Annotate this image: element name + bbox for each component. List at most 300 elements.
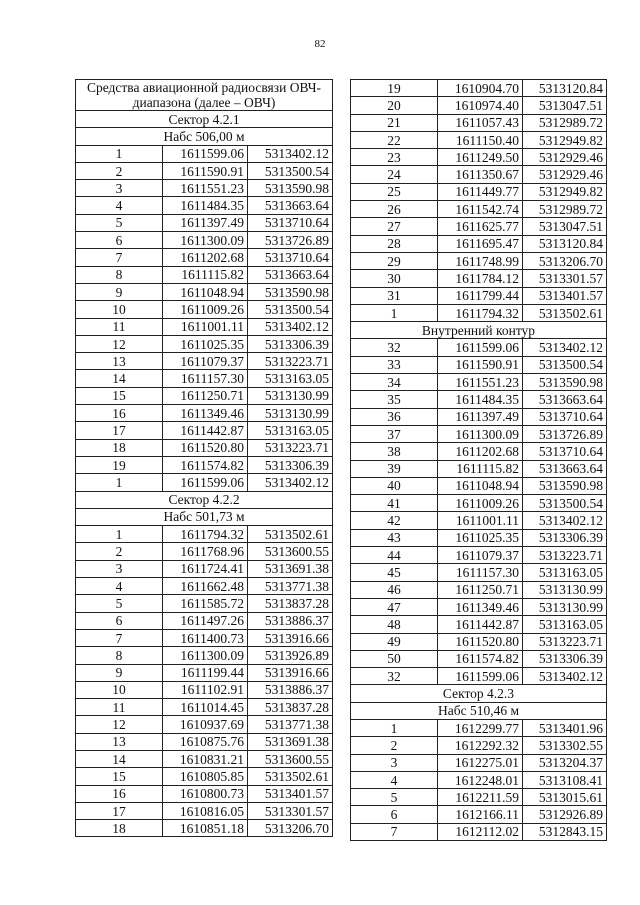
point-number-cell: 18 (76, 439, 163, 456)
table-row (76, 578, 333, 595)
x-coordinate-cell: 1611001.11 (163, 318, 248, 335)
point-number-cell: 11 (76, 699, 163, 716)
point-number-cell: 6 (76, 232, 163, 249)
table-row (76, 370, 333, 387)
section-header-row (76, 491, 333, 508)
x-coordinate-cell: 1611442.87 (438, 616, 523, 633)
point-number-cell: 32 (351, 668, 438, 685)
y-coordinate-cell: 5313306.39 (248, 456, 333, 473)
x-coordinate-cell: 1611574.82 (438, 650, 523, 667)
x-coordinate-cell: 1611449.77 (438, 183, 523, 200)
point-number-cell: 16 (76, 785, 163, 802)
section-header: Сектор 4.2.1 (76, 111, 333, 128)
table-row (76, 405, 333, 422)
point-number-cell: 50 (351, 650, 438, 667)
point-number-cell: 16 (76, 405, 163, 422)
x-coordinate-cell: 1611599.06 (438, 668, 523, 685)
x-coordinate-cell: 1611157.30 (438, 564, 523, 581)
table-row (351, 650, 607, 667)
y-coordinate-cell: 5313402.12 (523, 512, 607, 529)
x-coordinate-cell: 1611574.82 (163, 456, 248, 473)
table-row (351, 114, 607, 131)
x-coordinate-cell: 1611009.26 (163, 301, 248, 318)
y-coordinate-cell: 5313120.84 (523, 80, 607, 97)
point-number-cell: 10 (76, 301, 163, 318)
x-coordinate-cell: 1611397.49 (163, 214, 248, 231)
table-row (76, 526, 333, 543)
x-coordinate-cell: 1611349.46 (163, 405, 248, 422)
table-row (351, 149, 607, 166)
table-row (76, 422, 333, 439)
table-row (351, 287, 607, 304)
table-row (351, 443, 607, 460)
table-row (76, 180, 333, 197)
x-coordinate-cell: 1611300.09 (163, 647, 248, 664)
y-coordinate-cell: 5313502.61 (248, 768, 333, 785)
table-row (351, 131, 607, 148)
table-row (76, 629, 333, 646)
y-coordinate-cell: 5313163.05 (248, 370, 333, 387)
x-coordinate-cell: 1610816.05 (163, 802, 248, 819)
y-coordinate-cell: 5313402.12 (523, 339, 607, 356)
table-row (351, 97, 607, 114)
x-coordinate-cell: 1611748.99 (438, 252, 523, 269)
point-number-cell: 24 (351, 166, 438, 183)
point-number-cell: 48 (351, 616, 438, 633)
x-coordinate-cell: 1611590.91 (438, 356, 523, 373)
point-number-cell: 1 (351, 304, 438, 321)
point-number-cell: 39 (351, 460, 438, 477)
table-row (351, 374, 607, 391)
table-row (351, 235, 607, 252)
y-coordinate-cell: 5313916.66 (248, 629, 333, 646)
point-number-cell: 3 (76, 180, 163, 197)
point-number-cell: 25 (351, 183, 438, 200)
table-row (76, 560, 333, 577)
y-coordinate-cell: 5313600.55 (248, 750, 333, 767)
y-coordinate-cell: 5313926.89 (248, 647, 333, 664)
x-coordinate-cell: 1611001.11 (438, 512, 523, 529)
section-header-row (351, 685, 607, 702)
table-row (76, 335, 333, 352)
section-header: Средства авиационной радиосвязи ОВЧ-диапазона (далее – ОВЧ) (76, 80, 333, 111)
table-row (76, 647, 333, 664)
x-coordinate-cell: 1611599.06 (438, 339, 523, 356)
x-coordinate-cell: 1611349.46 (438, 598, 523, 615)
y-coordinate-cell: 5313108.41 (523, 771, 607, 788)
y-coordinate-cell: 5313500.54 (248, 162, 333, 179)
x-coordinate-cell: 1611400.73 (163, 629, 248, 646)
y-coordinate-cell: 5313306.39 (523, 650, 607, 667)
point-number-cell: 15 (76, 387, 163, 404)
y-coordinate-cell: 5312949.82 (523, 183, 607, 200)
table-row (351, 391, 607, 408)
point-number-cell: 8 (76, 266, 163, 283)
point-number-cell: 35 (351, 391, 438, 408)
y-coordinate-cell: 5313771.38 (248, 716, 333, 733)
y-coordinate-cell: 5313710.64 (523, 408, 607, 425)
table-row (351, 166, 607, 183)
y-coordinate-cell: 5313401.57 (523, 287, 607, 304)
x-coordinate-cell: 1611025.35 (438, 529, 523, 546)
x-coordinate-cell: 1611625.77 (438, 218, 523, 235)
point-number-cell: 42 (351, 512, 438, 529)
point-number-cell: 14 (76, 370, 163, 387)
x-coordinate-cell: 1611484.35 (438, 391, 523, 408)
x-coordinate-cell: 1611048.94 (438, 477, 523, 494)
x-coordinate-cell: 1611350.67 (438, 166, 523, 183)
section-header-row (76, 80, 333, 111)
x-coordinate-cell: 1611551.23 (163, 180, 248, 197)
point-number-cell: 17 (76, 422, 163, 439)
point-number-cell: 27 (351, 218, 438, 235)
y-coordinate-cell: 5313302.55 (523, 737, 607, 754)
table-row (76, 820, 333, 837)
point-number-cell: 2 (351, 737, 438, 754)
table-row (76, 439, 333, 456)
point-number-cell: 7 (76, 629, 163, 646)
x-coordinate-cell: 1611048.94 (163, 283, 248, 300)
table-row (351, 270, 607, 287)
table-row (76, 162, 333, 179)
point-number-cell: 28 (351, 235, 438, 252)
x-coordinate-cell: 1611551.23 (438, 374, 523, 391)
x-coordinate-cell: 1610831.21 (163, 750, 248, 767)
y-coordinate-cell: 5313500.54 (248, 301, 333, 318)
x-coordinate-cell: 1612292.32 (438, 737, 523, 754)
point-number-cell: 12 (76, 716, 163, 733)
section-header: Набс 501,73 м (76, 508, 333, 525)
point-number-cell: 1 (351, 719, 438, 736)
y-coordinate-cell: 5313663.64 (523, 391, 607, 408)
x-coordinate-cell: 1612211.59 (438, 789, 523, 806)
x-coordinate-cell: 1611497.26 (163, 612, 248, 629)
table-row (76, 353, 333, 370)
table-row (351, 737, 607, 754)
point-number-cell: 10 (76, 681, 163, 698)
x-coordinate-cell: 1611202.68 (163, 249, 248, 266)
table-row (351, 460, 607, 477)
page-number: 82 (314, 38, 326, 50)
point-number-cell: 3 (351, 754, 438, 771)
x-coordinate-cell: 1610805.85 (163, 768, 248, 785)
section-header: Набс 510,46 м (351, 702, 607, 719)
table-row (351, 408, 607, 425)
x-coordinate-cell: 1611057.43 (438, 114, 523, 131)
point-number-cell: 40 (351, 477, 438, 494)
point-number-cell: 13 (76, 353, 163, 370)
y-coordinate-cell: 5313726.89 (523, 425, 607, 442)
x-coordinate-cell: 1611115.82 (163, 266, 248, 283)
point-number-cell: 22 (351, 131, 438, 148)
table-row (351, 564, 607, 581)
x-coordinate-cell: 1612275.01 (438, 754, 523, 771)
y-coordinate-cell: 5313163.05 (248, 422, 333, 439)
table-row (76, 612, 333, 629)
point-number-cell: 6 (351, 806, 438, 823)
table-row (351, 477, 607, 494)
point-number-cell: 38 (351, 443, 438, 460)
table-row (351, 806, 607, 823)
x-coordinate-cell: 1611250.71 (163, 387, 248, 404)
x-coordinate-cell: 1611397.49 (438, 408, 523, 425)
x-coordinate-cell: 1611695.47 (438, 235, 523, 252)
table-row (351, 356, 607, 373)
y-coordinate-cell: 5312989.72 (523, 114, 607, 131)
y-coordinate-cell: 5313502.61 (248, 526, 333, 543)
x-coordinate-cell: 1611784.12 (438, 270, 523, 287)
x-coordinate-cell: 1611442.87 (163, 422, 248, 439)
x-coordinate-cell: 1611249.50 (438, 149, 523, 166)
table-row (76, 699, 333, 716)
x-coordinate-cell: 1611799.44 (438, 287, 523, 304)
y-coordinate-cell: 5313691.38 (248, 733, 333, 750)
y-coordinate-cell: 5313015.61 (523, 789, 607, 806)
y-coordinate-cell: 5313402.12 (248, 474, 333, 491)
x-coordinate-cell: 1611590.91 (163, 162, 248, 179)
table-row (351, 425, 607, 442)
y-coordinate-cell: 5313837.28 (248, 595, 333, 612)
y-coordinate-cell: 5313223.71 (523, 547, 607, 564)
y-coordinate-cell: 5313130.99 (523, 598, 607, 615)
point-number-cell: 8 (76, 647, 163, 664)
x-coordinate-cell: 1611102.91 (163, 681, 248, 698)
table-row (76, 232, 333, 249)
x-coordinate-cell: 1611768.96 (163, 543, 248, 560)
point-number-cell: 31 (351, 287, 438, 304)
point-number-cell: 11 (76, 318, 163, 335)
y-coordinate-cell: 5313223.71 (248, 353, 333, 370)
point-number-cell: 47 (351, 598, 438, 615)
y-coordinate-cell: 5313500.54 (523, 356, 607, 373)
y-coordinate-cell: 5313837.28 (248, 699, 333, 716)
table-row (76, 456, 333, 473)
table-row (76, 595, 333, 612)
x-coordinate-cell: 1611014.45 (163, 699, 248, 716)
point-number-cell: 19 (76, 456, 163, 473)
y-coordinate-cell: 5313663.64 (248, 197, 333, 214)
point-number-cell: 46 (351, 581, 438, 598)
point-number-cell: 9 (76, 664, 163, 681)
x-coordinate-cell: 1611794.32 (163, 526, 248, 543)
y-coordinate-cell: 5313206.70 (523, 252, 607, 269)
x-coordinate-cell: 1611079.37 (438, 547, 523, 564)
table-row (76, 197, 333, 214)
point-number-cell: 6 (76, 612, 163, 629)
table-row (76, 802, 333, 819)
y-coordinate-cell: 5313886.37 (248, 612, 333, 629)
x-coordinate-cell: 1611157.30 (163, 370, 248, 387)
table-row (351, 598, 607, 615)
y-coordinate-cell: 5313130.99 (523, 581, 607, 598)
section-header: Внутренний контур (351, 322, 607, 339)
y-coordinate-cell: 5313590.98 (523, 374, 607, 391)
y-coordinate-cell: 5313916.66 (248, 664, 333, 681)
table-row (76, 716, 333, 733)
point-number-cell: 19 (351, 80, 438, 97)
table-row (351, 201, 607, 218)
table-row (351, 633, 607, 650)
y-coordinate-cell: 5313590.98 (248, 180, 333, 197)
point-number-cell: 7 (351, 823, 438, 840)
y-coordinate-cell: 5313402.12 (248, 318, 333, 335)
x-coordinate-cell: 1611599.06 (163, 145, 248, 162)
table-row (351, 823, 607, 840)
x-coordinate-cell: 1611662.48 (163, 578, 248, 595)
point-number-cell: 1 (76, 526, 163, 543)
point-number-cell: 4 (76, 578, 163, 595)
table-row (76, 664, 333, 681)
section-header: Сектор 4.2.2 (76, 491, 333, 508)
point-number-cell: 29 (351, 252, 438, 269)
point-number-cell: 4 (351, 771, 438, 788)
point-number-cell: 2 (76, 543, 163, 560)
table-row (76, 283, 333, 300)
y-coordinate-cell: 5313590.98 (248, 283, 333, 300)
x-coordinate-cell: 1612248.01 (438, 771, 523, 788)
point-number-cell: 43 (351, 529, 438, 546)
table-row (76, 145, 333, 162)
y-coordinate-cell: 5313502.61 (523, 304, 607, 321)
y-coordinate-cell: 5312929.46 (523, 149, 607, 166)
y-coordinate-cell: 5313402.12 (523, 668, 607, 685)
y-coordinate-cell: 5313771.38 (248, 578, 333, 595)
point-number-cell: 23 (351, 149, 438, 166)
x-coordinate-cell: 1610875.76 (163, 733, 248, 750)
y-coordinate-cell: 5313726.89 (248, 232, 333, 249)
point-number-cell: 49 (351, 633, 438, 650)
x-coordinate-cell: 1612112.02 (438, 823, 523, 840)
x-coordinate-cell: 1611484.35 (163, 197, 248, 214)
table-row (351, 581, 607, 598)
coordinates-table-right (350, 79, 607, 841)
point-number-cell: 32 (351, 339, 438, 356)
x-coordinate-cell: 1612299.77 (438, 719, 523, 736)
y-coordinate-cell: 5313710.64 (248, 249, 333, 266)
y-coordinate-cell: 5313204.37 (523, 754, 607, 771)
y-coordinate-cell: 5313500.54 (523, 495, 607, 512)
y-coordinate-cell: 5313710.64 (248, 214, 333, 231)
y-coordinate-cell: 5313047.51 (523, 218, 607, 235)
x-coordinate-cell: 1611599.06 (163, 474, 248, 491)
section-header: Сектор 4.2.3 (351, 685, 607, 702)
point-number-cell: 21 (351, 114, 438, 131)
y-coordinate-cell: 5313663.64 (523, 460, 607, 477)
table-row (351, 547, 607, 564)
y-coordinate-cell: 5313663.64 (248, 266, 333, 283)
y-coordinate-cell: 5313163.05 (523, 616, 607, 633)
coordinates-table-left (75, 79, 333, 837)
x-coordinate-cell: 1610904.70 (438, 80, 523, 97)
point-number-cell: 13 (76, 733, 163, 750)
x-coordinate-cell: 1611150.40 (438, 131, 523, 148)
y-coordinate-cell: 5313130.99 (248, 405, 333, 422)
x-coordinate-cell: 1610851.18 (163, 820, 248, 837)
table-row (76, 543, 333, 560)
x-coordinate-cell: 1611079.37 (163, 353, 248, 370)
y-coordinate-cell: 5313590.98 (523, 477, 607, 494)
y-coordinate-cell: 5313401.96 (523, 719, 607, 736)
x-coordinate-cell: 1611794.32 (438, 304, 523, 321)
point-number-cell: 26 (351, 201, 438, 218)
table-row (351, 754, 607, 771)
y-coordinate-cell: 5313301.57 (248, 802, 333, 819)
table-row (351, 80, 607, 97)
y-coordinate-cell: 5312989.72 (523, 201, 607, 218)
section-header-row (351, 702, 607, 719)
table-row (351, 304, 607, 321)
section-header-row (76, 111, 333, 128)
table-row (76, 318, 333, 335)
table-row (351, 218, 607, 235)
y-coordinate-cell: 5313401.57 (248, 785, 333, 802)
table-row (76, 768, 333, 785)
y-coordinate-cell: 5313306.39 (523, 529, 607, 546)
y-coordinate-cell: 5312926.89 (523, 806, 607, 823)
section-header-row (76, 128, 333, 145)
table-row (351, 668, 607, 685)
x-coordinate-cell: 1610937.69 (163, 716, 248, 733)
x-coordinate-cell: 1611300.09 (163, 232, 248, 249)
x-coordinate-cell: 1610974.40 (438, 97, 523, 114)
table-row (76, 266, 333, 283)
point-number-cell: 12 (76, 335, 163, 352)
point-number-cell: 9 (76, 283, 163, 300)
point-number-cell: 5 (76, 214, 163, 231)
table-row (76, 214, 333, 231)
x-coordinate-cell: 1611724.41 (163, 560, 248, 577)
table-row (76, 301, 333, 318)
point-number-cell: 37 (351, 425, 438, 442)
point-number-cell: 5 (76, 595, 163, 612)
section-header-row (351, 322, 607, 339)
point-number-cell: 14 (76, 750, 163, 767)
point-number-cell: 18 (76, 820, 163, 837)
section-header: Набс 506,00 м (76, 128, 333, 145)
y-coordinate-cell: 5313223.71 (523, 633, 607, 650)
y-coordinate-cell: 5313691.38 (248, 560, 333, 577)
x-coordinate-cell: 1611520.80 (163, 439, 248, 456)
point-number-cell: 7 (76, 249, 163, 266)
point-number-cell: 41 (351, 495, 438, 512)
y-coordinate-cell: 5312929.46 (523, 166, 607, 183)
x-coordinate-cell: 1611115.82 (438, 460, 523, 477)
point-number-cell: 1 (76, 145, 163, 162)
y-coordinate-cell: 5313306.39 (248, 335, 333, 352)
x-coordinate-cell: 1611009.26 (438, 495, 523, 512)
point-number-cell: 3 (76, 560, 163, 577)
table-row (351, 616, 607, 633)
y-coordinate-cell: 5313402.12 (248, 145, 333, 162)
table-row (351, 183, 607, 200)
x-coordinate-cell: 1611250.71 (438, 581, 523, 598)
y-coordinate-cell: 5312843.15 (523, 823, 607, 840)
table-row (76, 681, 333, 698)
x-coordinate-cell: 1611202.68 (438, 443, 523, 460)
table-row (76, 785, 333, 802)
point-number-cell: 36 (351, 408, 438, 425)
x-coordinate-cell: 1612166.11 (438, 806, 523, 823)
table-row (76, 474, 333, 491)
x-coordinate-cell: 1611520.80 (438, 633, 523, 650)
y-coordinate-cell: 5313206.70 (248, 820, 333, 837)
x-coordinate-cell: 1611025.35 (163, 335, 248, 352)
x-coordinate-cell: 1611585.72 (163, 595, 248, 612)
x-coordinate-cell: 1610800.73 (163, 785, 248, 802)
y-coordinate-cell: 5312949.82 (523, 131, 607, 148)
table-row (76, 249, 333, 266)
table-row (351, 339, 607, 356)
